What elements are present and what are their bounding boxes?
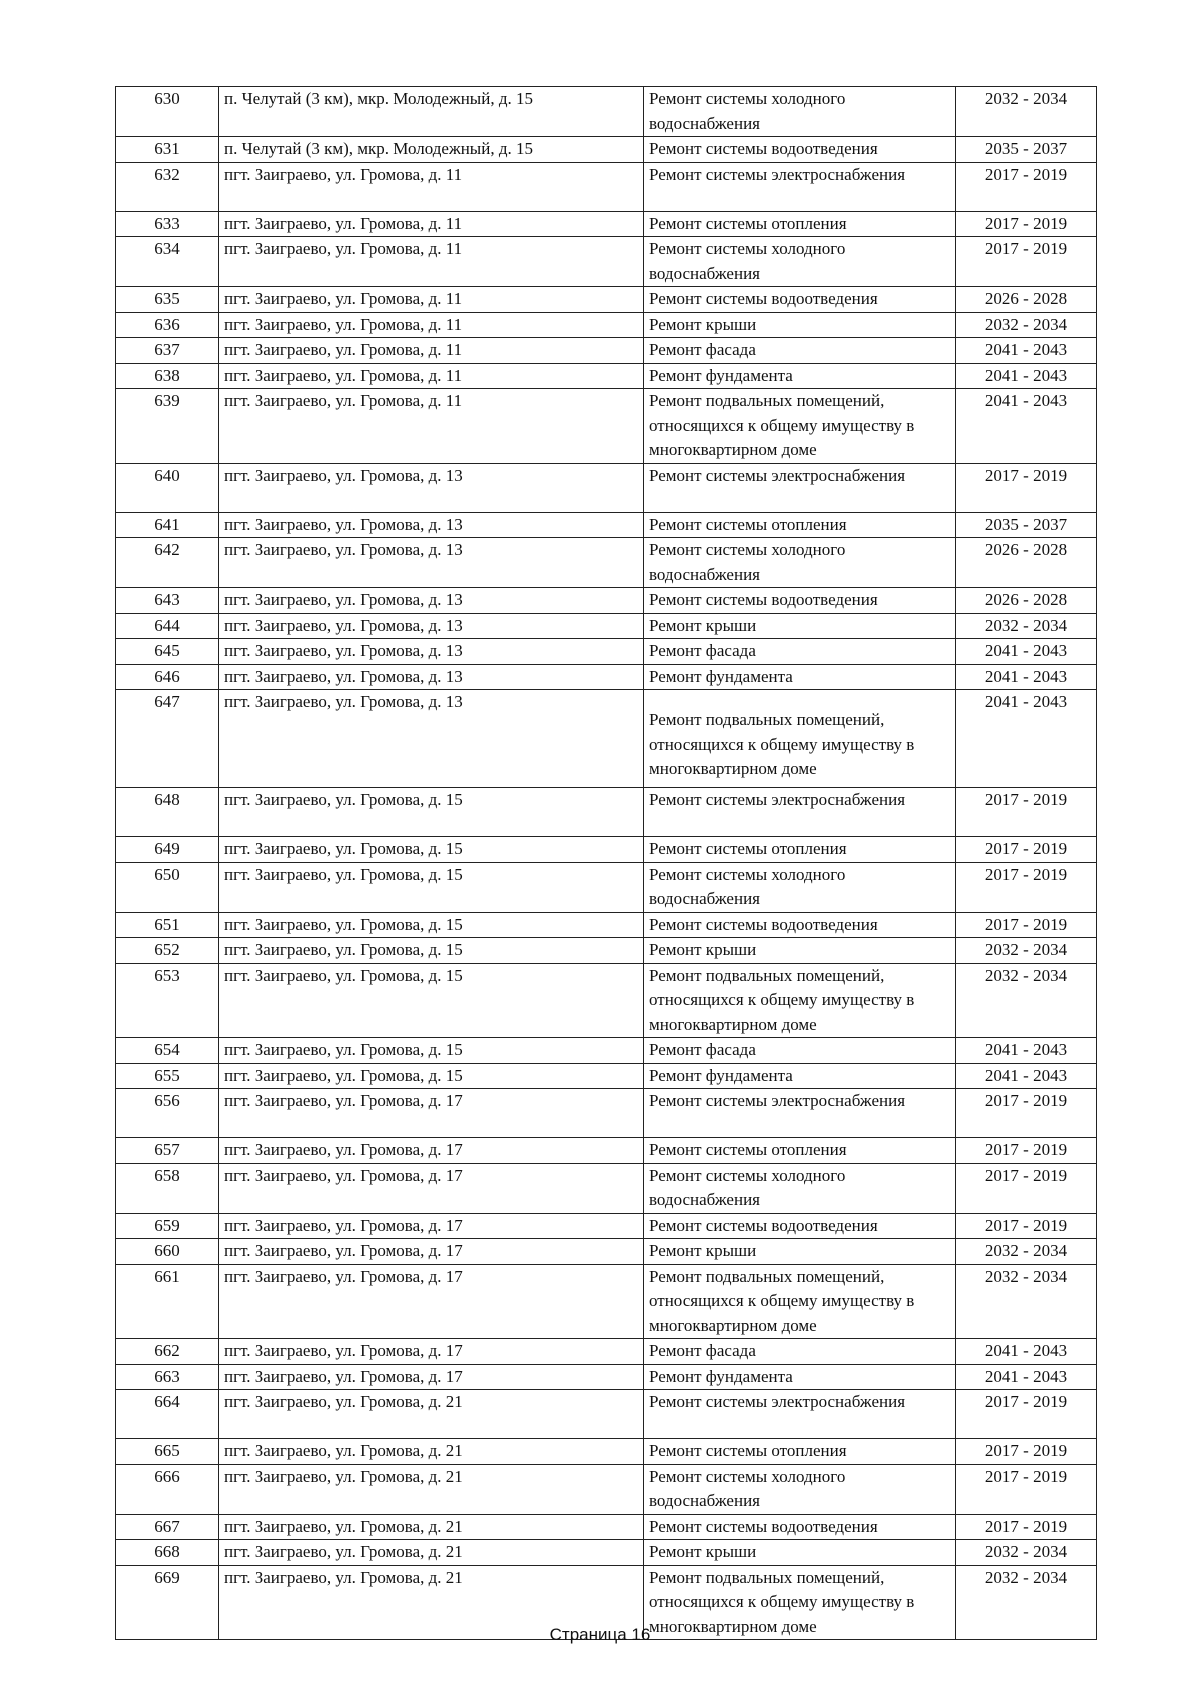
- work-type-cell: [644, 237, 956, 287]
- table-body: [116, 87, 1097, 1640]
- address-cell: пгт. Заиграево, ул. Громова, д. 15: [219, 837, 644, 863]
- table-row: [116, 1514, 1097, 1540]
- period-cell: 2041 - 2043: [956, 389, 1097, 464]
- period-cell: 2035 - 2037: [956, 512, 1097, 538]
- address-cell: пгт. Заиграево, ул. Громова, д. 15: [219, 963, 644, 1038]
- address-cell: пгт. Заиграево, ул. Громова, д. 17: [219, 1239, 644, 1265]
- period-cell: 2041 - 2043: [956, 338, 1097, 364]
- period-cell: 2041 - 2043: [956, 1364, 1097, 1390]
- row-number-cell: 668: [116, 1540, 219, 1566]
- period-cell: 2032 - 2034: [956, 1264, 1097, 1339]
- table-row: [116, 613, 1097, 639]
- table-row: [116, 862, 1097, 912]
- row-number-cell: 648: [116, 788, 219, 837]
- address-cell: пгт. Заиграево, ул. Громова, д. 15: [219, 912, 644, 938]
- row-number-cell: 644: [116, 613, 219, 639]
- row-number-cell: 647: [116, 690, 219, 788]
- work-type-text: Ремонт крыши: [649, 615, 757, 635]
- address-cell: п. Челутай (3 км), мкр. Молодежный, д. 15: [219, 137, 644, 163]
- period-cell: 2041 - 2043: [956, 1339, 1097, 1365]
- row-number-cell: 646: [116, 664, 219, 690]
- address-cell: пгт. Заиграево, ул. Громова, д. 13: [219, 512, 644, 538]
- row-number-cell: 653: [116, 963, 219, 1038]
- period-cell: 2017 - 2019: [956, 912, 1097, 938]
- address-cell: пгт. Заиграево, ул. Громова, д. 17: [219, 1264, 644, 1339]
- table-row: [116, 1339, 1097, 1365]
- address-cell: пгт. Заиграево, ул. Громова, д. 21: [219, 1439, 644, 1465]
- table-row: [116, 1264, 1097, 1339]
- work-type-cell: [644, 690, 956, 788]
- work-type-cell: [644, 588, 956, 614]
- work-type-text: Ремонт системы электроснабжения: [649, 1392, 906, 1411]
- work-type-text: Ремонт системы водоотведения: [649, 139, 878, 158]
- work-type-text: Ремонт системы холодного водоснабжения: [649, 1165, 846, 1209]
- work-type-cell: [644, 87, 956, 137]
- work-type-text: Ремонт фундамента: [649, 1366, 793, 1386]
- period-cell: 2017 - 2019: [956, 162, 1097, 211]
- work-type-cell: [644, 338, 956, 364]
- row-number-cell: 630: [116, 87, 219, 137]
- period-cell: 2017 - 2019: [956, 237, 1097, 287]
- work-type-cell: [644, 1439, 956, 1465]
- period-cell: 2017 - 2019: [956, 837, 1097, 863]
- work-type-text: Ремонт системы отопления: [649, 1140, 847, 1159]
- work-type-cell: [644, 837, 956, 863]
- work-type-cell: [644, 1089, 956, 1138]
- row-number-cell: 654: [116, 1038, 219, 1064]
- work-type-text: Ремонт системы электроснабжения: [649, 164, 906, 184]
- period-cell: 2026 - 2028: [956, 287, 1097, 313]
- table-row: [116, 338, 1097, 364]
- address-cell: пгт. Заиграево, ул. Громова, д. 15: [219, 1038, 644, 1064]
- period-cell: 2017 - 2019: [956, 1464, 1097, 1514]
- table-row: [116, 938, 1097, 964]
- address-cell: пгт. Заиграево, ул. Громова, д. 15: [219, 862, 644, 912]
- work-type-text: Ремонт подвальных помещений, относящихся к общему имуществу в многоквартирном доме: [649, 1567, 915, 1636]
- period-cell: 2032 - 2034: [956, 1565, 1097, 1640]
- repair-schedule-table: [115, 86, 1097, 1640]
- address-cell: пгт. Заиграево, ул. Громова, д. 21: [219, 1514, 644, 1540]
- row-number-cell: 639: [116, 389, 219, 464]
- period-cell: 2032 - 2034: [956, 1540, 1097, 1566]
- work-type-text: Ремонт системы отопления: [649, 1441, 847, 1460]
- row-number-cell: 643: [116, 588, 219, 614]
- work-type-text: Ремонт системы электроснабжения: [649, 465, 906, 485]
- address-cell: пгт. Заиграево, ул. Громова, д. 13: [219, 463, 644, 512]
- address-cell: пгт. Заиграево, ул. Громова, д. 11: [219, 338, 644, 364]
- address-cell: пгт. Заиграево, ул. Громова, д. 15: [219, 938, 644, 964]
- table-row: [116, 363, 1097, 389]
- period-cell: 2017 - 2019: [956, 1089, 1097, 1138]
- work-type-cell: [644, 1063, 956, 1089]
- row-number-cell: 649: [116, 837, 219, 863]
- table-row: [116, 588, 1097, 614]
- work-type-cell: [644, 287, 956, 313]
- work-type-cell: [644, 1540, 956, 1566]
- row-number-cell: 634: [116, 237, 219, 287]
- table-row: [116, 788, 1097, 837]
- address-cell: пгт. Заиграево, ул. Громова, д. 21: [219, 1464, 644, 1514]
- address-cell: пгт. Заиграево, ул. Громова, д. 21: [219, 1540, 644, 1566]
- work-type-text: Ремонт подвальных помещений, относящихся к общему имуществу в многоквартирном доме: [649, 965, 915, 1034]
- work-type-text: Ремонт системы холодного водоснабжения: [649, 540, 846, 584]
- period-cell: 2032 - 2034: [956, 938, 1097, 964]
- work-type-text: Ремонт крыши: [649, 940, 757, 959]
- work-type-cell: [644, 1239, 956, 1265]
- period-cell: 2032 - 2034: [956, 312, 1097, 338]
- row-number-cell: 642: [116, 538, 219, 588]
- table-row: [116, 1163, 1097, 1213]
- work-type-text: Ремонт системы электроснабжения: [649, 790, 906, 809]
- work-type-text: Ремонт системы водоотведения: [649, 289, 878, 308]
- table-row: [116, 211, 1097, 237]
- work-type-text: Ремонт крыши: [649, 1241, 757, 1260]
- work-type-cell: [644, 938, 956, 964]
- row-number-cell: 661: [116, 1264, 219, 1339]
- table-row: [116, 690, 1097, 788]
- work-type-text: Ремонт фундамента: [649, 1065, 793, 1085]
- table-row: [116, 1089, 1097, 1138]
- row-number-cell: 665: [116, 1439, 219, 1465]
- address-cell: пгт. Заиграево, ул. Громова, д. 21: [219, 1565, 644, 1640]
- work-type-cell: [644, 312, 956, 338]
- work-type-cell: [644, 1163, 956, 1213]
- row-number-cell: 655: [116, 1063, 219, 1089]
- table-row: [116, 87, 1097, 137]
- work-type-cell: [644, 1138, 956, 1164]
- work-type-text: Ремонт подвальных помещений, относящихся к общему имуществу в многоквартирном доме: [649, 1266, 915, 1335]
- period-cell: 2032 - 2034: [956, 613, 1097, 639]
- row-number-cell: 662: [116, 1339, 219, 1365]
- work-type-text: Ремонт фундамента: [649, 666, 793, 686]
- row-number-cell: 664: [116, 1390, 219, 1439]
- address-cell: пгт. Заиграево, ул. Громова, д. 17: [219, 1138, 644, 1164]
- address-cell: пгт. Заиграево, ул. Громова, д. 15: [219, 1063, 644, 1089]
- work-type-text: Ремонт системы холодного водоснабжения: [649, 239, 846, 283]
- period-cell: 2041 - 2043: [956, 664, 1097, 690]
- address-cell: пгт. Заиграево, ул. Громова, д. 13: [219, 690, 644, 788]
- address-cell: пгт. Заиграево, ул. Громова, д. 11: [219, 211, 644, 237]
- table-row: [116, 287, 1097, 313]
- table-row: [116, 1439, 1097, 1465]
- work-type-text: Ремонт крыши: [649, 1542, 757, 1561]
- address-cell: пгт. Заиграево, ул. Громова, д. 11: [219, 287, 644, 313]
- table-row: [116, 912, 1097, 938]
- work-type-cell: [644, 1514, 956, 1540]
- row-number-cell: 637: [116, 338, 219, 364]
- row-number-cell: 631: [116, 137, 219, 163]
- row-number-cell: 658: [116, 1163, 219, 1213]
- work-type-text: Ремонт фасада: [649, 641, 756, 660]
- row-number-cell: 638: [116, 363, 219, 389]
- table-row: [116, 512, 1097, 538]
- table-row: [116, 1063, 1097, 1089]
- work-type-cell: [644, 1364, 956, 1390]
- work-type-cell: [644, 1038, 956, 1064]
- work-type-cell: [644, 162, 956, 211]
- address-cell: пгт. Заиграево, ул. Громова, д. 15: [219, 788, 644, 837]
- work-type-text: Ремонт фундамента: [649, 365, 793, 385]
- row-number-cell: 641: [116, 512, 219, 538]
- period-cell: 2017 - 2019: [956, 862, 1097, 912]
- period-cell: 2026 - 2028: [956, 538, 1097, 588]
- period-cell: 2017 - 2019: [956, 1390, 1097, 1439]
- address-cell: пгт. Заиграево, ул. Громова, д. 13: [219, 664, 644, 690]
- work-type-text: Ремонт системы холодного водоснабжения: [649, 1466, 846, 1510]
- work-type-cell: [644, 963, 956, 1038]
- table-row: [116, 639, 1097, 665]
- row-number-cell: 652: [116, 938, 219, 964]
- address-cell: пгт. Заиграево, ул. Громова, д. 11: [219, 389, 644, 464]
- address-cell: пгт. Заиграево, ул. Громова, д. 11: [219, 162, 644, 211]
- row-number-cell: 640: [116, 463, 219, 512]
- table-row: [116, 1540, 1097, 1566]
- address-cell: пгт. Заиграево, ул. Громова, д. 17: [219, 1213, 644, 1239]
- work-type-cell: [644, 664, 956, 690]
- work-type-text: Ремонт системы отопления: [649, 213, 847, 233]
- row-number-cell: 666: [116, 1464, 219, 1514]
- period-cell: 2017 - 2019: [956, 211, 1097, 237]
- work-type-cell: [644, 1339, 956, 1365]
- work-type-cell: [644, 1264, 956, 1339]
- row-number-cell: 659: [116, 1213, 219, 1239]
- table-row: [116, 1464, 1097, 1514]
- address-cell: пгт. Заиграево, ул. Громова, д. 17: [219, 1163, 644, 1213]
- period-cell: 2017 - 2019: [956, 1514, 1097, 1540]
- work-type-cell: [644, 137, 956, 163]
- address-cell: пгт. Заиграево, ул. Громова, д. 17: [219, 1089, 644, 1138]
- period-cell: 2017 - 2019: [956, 463, 1097, 512]
- work-type-text: Ремонт подвальных помещений, относящихся к общему имуществу в многоквартирном доме: [649, 710, 915, 778]
- table-row: [116, 389, 1097, 464]
- address-cell: пгт. Заиграево, ул. Громова, д. 13: [219, 588, 644, 614]
- work-type-text: Ремонт системы водоотведения: [649, 590, 878, 609]
- address-cell: пгт. Заиграево, ул. Громова, д. 11: [219, 363, 644, 389]
- work-type-cell: [644, 862, 956, 912]
- table-row: [116, 1138, 1097, 1164]
- row-number-cell: 633: [116, 211, 219, 237]
- work-type-text: Ремонт системы холодного водоснабжения: [649, 864, 846, 908]
- work-type-cell: [644, 613, 956, 639]
- address-cell: пгт. Заиграево, ул. Громова, д. 17: [219, 1339, 644, 1365]
- row-number-cell: 632: [116, 162, 219, 211]
- work-type-text: Ремонт подвальных помещений, относящихся к общему имуществу в многоквартирном доме: [649, 391, 915, 459]
- work-type-text: Ремонт системы холодного водоснабжения: [649, 89, 846, 133]
- work-type-cell: [644, 912, 956, 938]
- work-type-cell: [644, 1390, 956, 1439]
- row-number-cell: 645: [116, 639, 219, 665]
- work-type-cell: [644, 538, 956, 588]
- period-cell: 2032 - 2034: [956, 87, 1097, 137]
- table-row: [116, 162, 1097, 211]
- row-number-cell: 656: [116, 1089, 219, 1138]
- row-number-cell: 635: [116, 287, 219, 313]
- period-cell: 2026 - 2028: [956, 588, 1097, 614]
- work-type-text: Ремонт фасада: [649, 340, 756, 359]
- row-number-cell: 667: [116, 1514, 219, 1540]
- period-cell: 2041 - 2043: [956, 1038, 1097, 1064]
- period-cell: 2032 - 2034: [956, 963, 1097, 1038]
- period-cell: 2035 - 2037: [956, 137, 1097, 163]
- table-row: [116, 1038, 1097, 1064]
- work-type-cell: [644, 788, 956, 837]
- work-type-text: Ремонт крыши: [649, 314, 757, 334]
- address-cell: пгт. Заиграево, ул. Громова, д. 13: [219, 613, 644, 639]
- work-type-cell: [644, 389, 956, 464]
- work-type-text: Ремонт системы водоотведения: [649, 1215, 878, 1235]
- period-cell: 2032 - 2034: [956, 1239, 1097, 1265]
- row-number-cell: 657: [116, 1138, 219, 1164]
- period-cell: 2017 - 2019: [956, 1439, 1097, 1465]
- row-number-cell: 636: [116, 312, 219, 338]
- work-type-text: Ремонт системы водоотведения: [649, 1516, 878, 1536]
- table-row: [116, 837, 1097, 863]
- table-row: [116, 538, 1097, 588]
- work-type-cell: [644, 512, 956, 538]
- work-type-cell: [644, 463, 956, 512]
- period-cell: 2041 - 2043: [956, 690, 1097, 788]
- address-cell: пгт. Заиграево, ул. Громова, д. 11: [219, 312, 644, 338]
- table-row: [116, 963, 1097, 1038]
- address-cell: п. Челутай (3 км), мкр. Молодежный, д. 15: [219, 87, 644, 137]
- table-row: [116, 237, 1097, 287]
- table-row: [116, 312, 1097, 338]
- row-number-cell: 650: [116, 862, 219, 912]
- work-type-cell: [644, 1213, 956, 1239]
- period-cell: 2041 - 2043: [956, 363, 1097, 389]
- work-type-cell: [644, 363, 956, 389]
- period-cell: 2017 - 2019: [956, 1213, 1097, 1239]
- period-cell: 2017 - 2019: [956, 788, 1097, 837]
- work-type-cell: [644, 639, 956, 665]
- period-cell: 2041 - 2043: [956, 639, 1097, 665]
- page-number-footer: Страница 16: [549, 1625, 651, 1644]
- address-cell: пгт. Заиграево, ул. Громова, д. 13: [219, 639, 644, 665]
- period-cell: 2017 - 2019: [956, 1138, 1097, 1164]
- row-number-cell: 669: [116, 1565, 219, 1640]
- work-type-text: Ремонт системы водоотведения: [649, 914, 878, 934]
- work-type-cell: [644, 211, 956, 237]
- table-row: [116, 1364, 1097, 1390]
- address-cell: пгт. Заиграево, ул. Громова, д. 13: [219, 538, 644, 588]
- row-number-cell: 663: [116, 1364, 219, 1390]
- row-number-cell: 660: [116, 1239, 219, 1265]
- address-cell: пгт. Заиграево, ул. Громова, д. 17: [219, 1364, 644, 1390]
- period-cell: 2017 - 2019: [956, 1163, 1097, 1213]
- table-row: [116, 137, 1097, 163]
- address-cell: пгт. Заиграево, ул. Громова, д. 11: [219, 237, 644, 287]
- table-row: [116, 463, 1097, 512]
- table-row: [116, 664, 1097, 690]
- work-type-text: Ремонт фасада: [649, 1040, 756, 1059]
- table-row: [116, 1390, 1097, 1439]
- table-row: [116, 1213, 1097, 1239]
- work-type-cell: [644, 1464, 956, 1514]
- work-type-text: Ремонт системы отопления: [649, 514, 847, 534]
- work-type-text: Ремонт системы электроснабжения: [649, 1091, 906, 1110]
- work-type-text: Ремонт фасада: [649, 1341, 756, 1360]
- period-cell: 2041 - 2043: [956, 1063, 1097, 1089]
- work-type-text: Ремонт системы отопления: [649, 839, 847, 858]
- table-row: [116, 1239, 1097, 1265]
- row-number-cell: 651: [116, 912, 219, 938]
- address-cell: пгт. Заиграево, ул. Громова, д. 21: [219, 1390, 644, 1439]
